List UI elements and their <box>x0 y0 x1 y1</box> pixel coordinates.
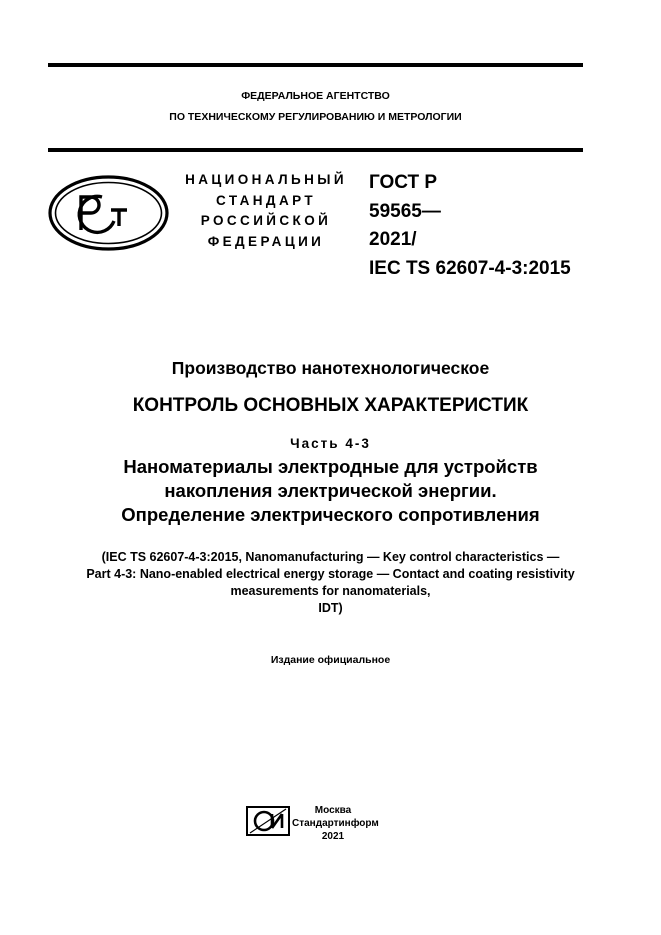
iec-line: (IEC TS 62607-4-3:2015, Nanomanufacturing — Key control characteristics — <box>101 550 560 564</box>
publisher-info <box>292 804 379 843</box>
designation-line: 2021/ <box>369 229 417 250</box>
iec-reference <box>48 549 613 617</box>
top-rule <box>48 63 583 67</box>
standard-type <box>181 170 351 252</box>
subtitle-line: накопления электрической энергии. <box>164 480 497 501</box>
standard-designation <box>369 169 599 283</box>
gost-r-mark-icon <box>47 174 170 252</box>
iec-line: measurements for nanomaterials, <box>230 584 431 598</box>
standard-type-line: РОССИЙСКОЙ <box>200 213 332 228</box>
title-line-2: КОНТРОЛЬ ОСНОВНЫХ ХАРАКТЕРИСТИК <box>132 395 529 416</box>
designation-line: 59565— <box>369 200 441 222</box>
header-rule <box>48 148 583 152</box>
designation-line: ГОСТ Р <box>369 172 438 193</box>
agency-line-1: ФЕДЕРАЛЬНОЕ АГЕНТСТВО <box>241 90 390 102</box>
edition-note: Издание официальное <box>270 654 391 666</box>
standartinform-logo-icon <box>246 806 290 836</box>
publisher-year: 2021 <box>321 831 345 842</box>
iec-line: IDT) <box>318 601 343 615</box>
part-number: Часть 4-3 <box>290 436 371 451</box>
standard-type-line: НАЦИОНАЛЬНЫЙ <box>185 172 347 187</box>
title-line-1: Производство нанотехнологическое <box>171 358 490 378</box>
standard-type-line: СТАНДАРТ <box>216 192 316 208</box>
subtitle <box>48 455 613 527</box>
designation-line: IEC TS 62607-4-3:2015 <box>369 257 571 279</box>
standard-type-line: ФЕДЕРАЦИИ <box>207 233 325 249</box>
publisher-city: Москва <box>314 805 352 816</box>
publisher-name: Стандартинформ <box>292 818 379 829</box>
subtitle-line: Определение электрического сопротивления <box>121 504 540 525</box>
iec-line: Part 4-3: Nano-enabled electrical energy storage — Contact and coating resistivity <box>86 567 575 581</box>
subtitle-line: Наноматериалы электродные для устройств <box>123 456 538 477</box>
agency-line-2: ПО ТЕХНИЧЕСКОМУ РЕГУЛИРОВАНИЮ И МЕТРОЛОГИИ <box>169 111 462 123</box>
